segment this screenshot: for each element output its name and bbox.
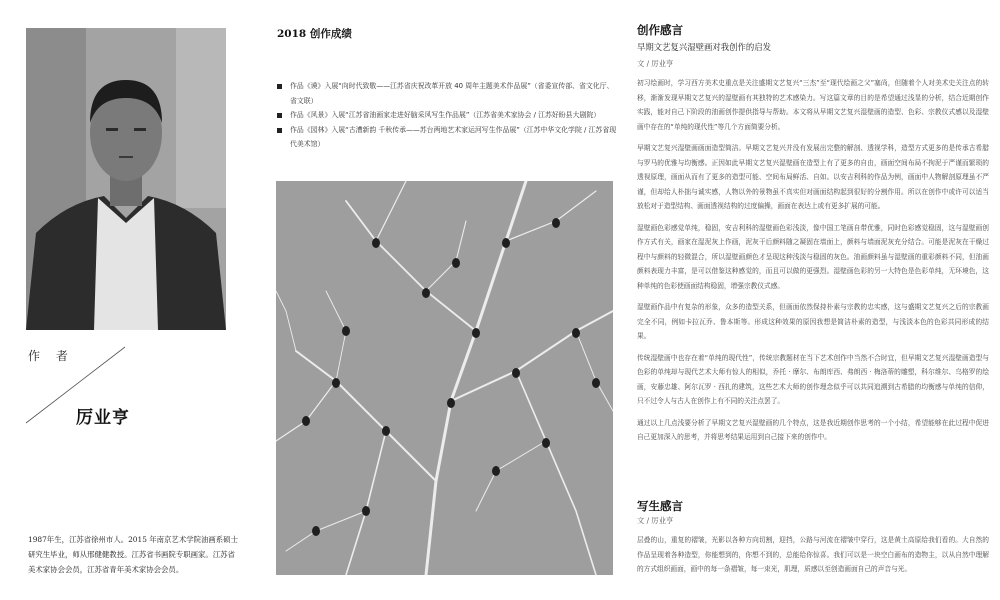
square-bullet-icon [277,113,282,118]
sketch-title: 写生感言 [637,499,683,513]
sketch-paragraph: 层叠的山，重复的褶皱，光影以各种方向切割，迎挡，公路与河流在褶皱中穿行，这是黄土高原给我们看的。大自然的作品呈现着各种造型，你能想到的，你想不到的，总能给你惊喜。我们可以是一块空白画布的造物主，以从自然中理解的方式组织画面，画中的每一条褶皱，每一束光，肌理，质感以至创造画面自己的声音与光。 [637,536,989,573]
essay-paragraph: 初习绘画时，学习西方美术史重点是关注盛期文艺复兴“三杰”至“现代绘画之父”塞尚，但随着个人对美术史关注点的转移，渐渐发现早期文艺复兴的湿壁画有其独特的艺术感染力。写这篇文章的目的是希望通过浅显的分析，结合近期创作实践，能对自己下阶段的油画创作提供指导与帮助。本文将从早期文艺复兴湿壁画的造型、色彩、宗教仪式感以及湿壁画中存在的“单纯的现代性”等几个方面简要分析。 [637,79,989,131]
essay-title: 创作感言 [637,23,683,37]
tree-illustration [276,181,613,575]
works-item-text: 作品《谟》入展“向时代致敬——江苏省庆祝改革开放 40 周年主题美术作品展”（省委宣传部、省文化厅、省文联） [290,82,614,105]
portrait-illustration [26,28,226,330]
tree-branches-photo [276,181,613,575]
square-bullet-icon [277,84,282,89]
works-item-text: 作品《风景》入展“江苏省油画家走进好脑采风写生作品展”（江苏省美术家协会 / 江苏好盼县大剧院） [290,111,601,119]
works-list-item [277,79,617,108]
essay-paragraph: 早期文艺复兴湿壁画画面造型简洁。早期文艺复兴并没有发展出完整的解剖、透视学科，造型方式更多的是传承古希腊与罗马的优雅与均衡感。正因如此早期文艺复兴湿壁画在造型上有了更多的自由，画面空间布局不拘泥于严谨而繁琐的透视原理，画面从而有了更多的造型可能、空间布局鲜活、自如。以安吉利科的作品为例，画面中人物解剖原理虽不严谨，但却给人朴拙与诚实感，人物以外的景物虽不真实但对画面结构起到很好的分割作用。所以在创作中或许可以适当放松对于造型结构、画面透视结构的过度偏操，画面在表达上或有更多扩展的可能。 [637,144,989,210]
essay-body [637,76,989,452]
essay-paragraph: 湿壁画色彩感觉单纯，稳固，安吉利科的湿壁画色彩浅淡，像中国工笔画自带优雅，同时色彩感觉稳固，这与湿壁画创作方式有关，画家在湿泥灰上作画，泥灰干后颜料随之凝固在墙面上，颜料与墙面泥灰充分结合。可能是泥灰在干燥过程中与颜料的轻微混合，所以湿壁画颜色才呈现这种浅淡与稳固的灰色。油画颜料虽与湿壁画的重彩颜料不同，但油画颜料表现力丰富，是可以借鉴这种感觉的，而且可以做的更强烈。湿壁画色彩的另一大特色是色彩单纯，无环境色，这种单纯的色彩使画面结构稳固，增强宗教仪式感。 [637,223,989,290]
essay-byline: 文 / 厉业亨 [637,59,674,68]
essay-subtitle: 早期文艺复兴湿壁画对我创作的启发 [637,42,771,52]
essay-paragraph: 传统湿壁画中也存在着“单纯的现代性”，传统宗教题材在当下艺术创作中当然不合时宜，但早期文艺复兴湿壁画造型与色彩的单纯却与现代艺术大师有惊人的相似，乔托 · 摩尔、布朗库西、弗朗西 · 梅洛蒂的雕塑，科尔维尔、乌格罗的绘画，安藤忠雄、阿尔瓦罗 · 西扎的建筑，这些艺术大师的创作理念似乎可以共同追溯到古希腊的均衡感与单纯的信仰，只不过令人与古人在创作上有不同的关注点罢了。 [637,353,989,405]
essay-paragraph: 通过以上几点浅要分析了早期文艺复兴湿壁画的几个特点，这是我近期创作思考的一个小结，希望能够在此过程中促进自己更加深入的思考，并将思考结果运用到自己接下来的创作中。 [637,418,989,441]
works-section-title: 2018 创作成绩 [277,28,352,40]
works-list-item [277,123,617,152]
author-name: 厉业亨 [76,408,130,428]
sketch-body [637,533,989,577]
works-list [277,79,617,152]
sketch-byline: 文 / 厉业亨 [637,516,674,525]
author-label: 作 者 [28,349,74,363]
square-bullet-icon [277,128,282,133]
author-portrait-photo [26,28,226,330]
works-item-text: 作品《园林》入展“古漕新韵 千秋传承——苏台两地艺术家运河写生作品展”（江苏中华文化学院 / 江苏省现代美术馆） [290,125,617,148]
essay-paragraph: 湿壁画作品中有复杂的形象，众多的造型关系，但画面依然保持朴素与宗教的忠实感，这与盛期文艺复兴之后的宗教画完全不同，例如卡拉瓦乔、鲁本斯等。形成这种效果的原因我想是简洁朴素的造型，与浅淡本色的色彩共同形成的结果。 [637,303,989,340]
works-list-item [277,108,617,123]
author-bio: 1987年生，江苏省徐州市人。2015 年南京艺术学院油画系硕士研究生毕业，师从邢健健教授。江苏省书画院专职画家。江苏省美术家协会会员，江苏省青年美术家协会会员。 [28,535,238,574]
